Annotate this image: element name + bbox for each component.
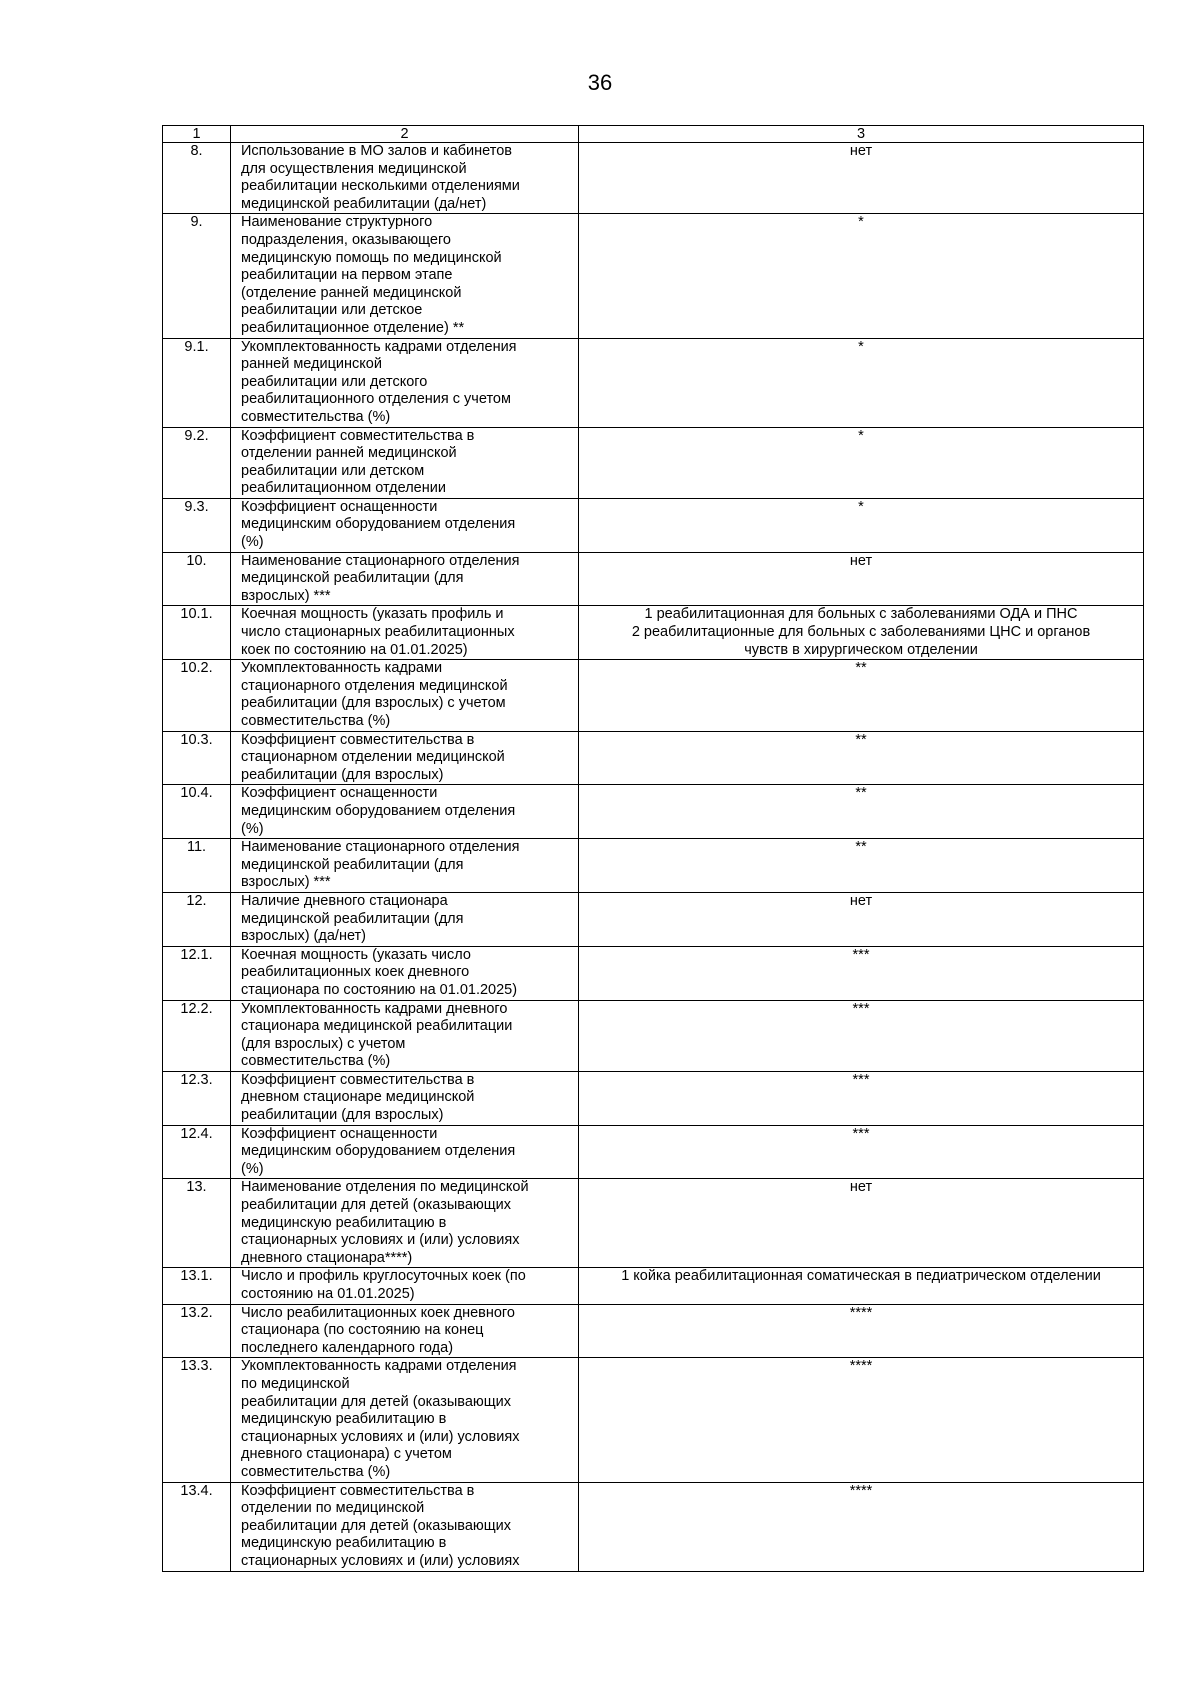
row-value-cell: ** [579, 731, 1144, 785]
row-number-cell: 9.1. [163, 338, 231, 427]
row-number-cell: 10.2. [163, 660, 231, 731]
table-row [163, 214, 1144, 338]
row-description-cell: Коэффициент совместительства в отделении ранней медицинской реабилитации или детском реабилитационном отделении [231, 427, 579, 498]
row-number-cell: 12. [163, 892, 231, 946]
row-value-cell: *** [579, 946, 1144, 1000]
row-description-cell: Число реабилитационных коек дневного стационара (по состоянию на конец последнего календарного года) [231, 1304, 579, 1358]
table-row [163, 731, 1144, 785]
row-description-cell: Коечная мощность (указать число реабилитационных коек дневного стационара по состоянию на 01.01.2025) [231, 946, 579, 1000]
row-description-cell: Коэффициент совместительства в отделении по медицинской реабилитации для детей (оказывающих медицинскую реабилитацию в стационарных условиях и (или) условиях [231, 1482, 579, 1571]
row-value-cell: нет [579, 1179, 1144, 1268]
table-row [163, 606, 1144, 660]
row-value-cell: ** [579, 785, 1144, 839]
table-row [163, 427, 1144, 498]
row-value-cell: * [579, 427, 1144, 498]
table-row [163, 338, 1144, 427]
table-row [163, 1071, 1144, 1125]
row-value-cell: **** [579, 1358, 1144, 1482]
row-value-cell: **** [579, 1482, 1144, 1571]
row-description-cell: Наименование стационарного отделения медицинской реабилитации (для взрослых) *** [231, 552, 579, 606]
row-number-cell: 12.3. [163, 1071, 231, 1125]
row-number-cell: 13. [163, 1179, 231, 1268]
row-value-cell: нет [579, 552, 1144, 606]
row-number-cell: 11. [163, 839, 231, 893]
row-value-cell: 1 койка реабилитационная соматическая в педиатрическом отделении [579, 1268, 1144, 1304]
row-description-cell: Коэффициент совместительства в дневном стационаре медицинской реабилитации (для взрослых) [231, 1071, 579, 1125]
row-description-cell: Коэффициент совместительства в стационарном отделении медицинской реабилитации (для взрослых) [231, 731, 579, 785]
row-value-cell: *** [579, 1000, 1144, 1071]
table-row [163, 1482, 1144, 1571]
table-body [163, 126, 1144, 1572]
row-number-cell: 8. [163, 143, 231, 214]
table-row [163, 1125, 1144, 1179]
row-description-cell: Укомплектованность кадрами отделения ранней медицинской реабилитации или детского реабилитационного отделения с учетом совместительства (%) [231, 338, 579, 427]
row-description-cell: Наименование стационарного отделения медицинской реабилитации (для взрослых) *** [231, 839, 579, 893]
row-number-cell: 9.3. [163, 498, 231, 552]
row-description-cell: Коэффициент оснащенности медицинским оборудованием отделения (%) [231, 1125, 579, 1179]
row-description-cell: Коэффициент оснащенности медицинским оборудованием отделения (%) [231, 785, 579, 839]
column-header-1: 1 [163, 126, 231, 143]
row-number-cell: 9.2. [163, 427, 231, 498]
table-row [163, 498, 1144, 552]
table-header-row [163, 126, 1144, 143]
row-description-cell: Наименование отделения по медицинской реабилитации для детей (оказывающих медицинскую реабилитацию в стационарных условиях и (или) условиях дневного стационара****) [231, 1179, 579, 1268]
table-row [163, 660, 1144, 731]
page-number: 36 [587, 70, 613, 95]
row-description-cell: Укомплектованность кадрами стационарного отделения медицинской реабилитации (для взрослых) с учетом совместительства (%) [231, 660, 579, 731]
table-row [163, 1000, 1144, 1071]
row-number-cell: 10.1. [163, 606, 231, 660]
row-value-cell: 1 реабилитационная для больных с заболеваниями ОДА и ПНС 2 реабилитационные для больных с заболеваниями ЦНС и органов чувств в хирургическом отделении [579, 606, 1144, 660]
row-value-cell: ** [579, 839, 1144, 893]
table-row [163, 1304, 1144, 1358]
row-value-cell: ** [579, 660, 1144, 731]
table-row [163, 552, 1144, 606]
table-row [163, 1179, 1144, 1268]
row-value-cell: * [579, 338, 1144, 427]
row-description-cell: Укомплектованность кадрами отделения по медицинской реабилитации для детей (оказывающих медицинскую реабилитацию в стационарных условиях и (или) условиях дневного стационара) с учетом совместительства (%) [231, 1358, 579, 1482]
row-number-cell: 12.2. [163, 1000, 231, 1071]
column-header-2: 2 [231, 126, 579, 143]
row-number-cell: 12.4. [163, 1125, 231, 1179]
table-row [163, 1358, 1144, 1482]
row-value-cell: *** [579, 1071, 1144, 1125]
row-number-cell: 10.3. [163, 731, 231, 785]
table-row [163, 143, 1144, 214]
table-row [163, 946, 1144, 1000]
row-number-cell: 10. [163, 552, 231, 606]
row-description-cell: Коечная мощность (указать профиль и число стационарных реабилитационных коек по состоянию на 01.01.2025) [231, 606, 579, 660]
row-number-cell: 9. [163, 214, 231, 338]
row-description-cell: Использование в МО залов и кабинетов для осуществления медицинской реабилитации несколькими отделениями медицинской реабилитации (да/нет) [231, 143, 579, 214]
table-row [163, 839, 1144, 893]
column-header-3: 3 [579, 126, 1144, 143]
row-value-cell: нет [579, 143, 1144, 214]
row-description-cell: Наличие дневного стационара медицинской реабилитации (для взрослых) (да/нет) [231, 892, 579, 946]
table-row [163, 785, 1144, 839]
row-number-cell: 13.4. [163, 1482, 231, 1571]
row-number-cell: 13.1. [163, 1268, 231, 1304]
row-number-cell: 12.1. [163, 946, 231, 1000]
row-value-cell: * [579, 214, 1144, 338]
row-description-cell: Наименование структурного подразделения, оказывающего медицинскую помощь по медицинской реабилитации на первом этапе (отделение ранней медицинской реабилитации или детское реабилитационное отделение) ** [231, 214, 579, 338]
row-value-cell: * [579, 498, 1144, 552]
row-value-cell: нет [579, 892, 1144, 946]
row-description-cell: Число и профиль круглосуточных коек (по состоянию на 01.01.2025) [231, 1268, 579, 1304]
table-row [163, 892, 1144, 946]
row-description-cell: Укомплектованность кадрами дневного стационара медицинской реабилитации (для взрослых) с учетом совместительства (%) [231, 1000, 579, 1071]
row-description-cell: Коэффициент оснащенности медицинским оборудованием отделения (%) [231, 498, 579, 552]
data-table [162, 125, 1144, 1572]
row-value-cell: *** [579, 1125, 1144, 1179]
row-number-cell: 13.3. [163, 1358, 231, 1482]
row-value-cell: **** [579, 1304, 1144, 1358]
row-number-cell: 10.4. [163, 785, 231, 839]
row-number-cell: 13.2. [163, 1304, 231, 1358]
table-row [163, 1268, 1144, 1304]
